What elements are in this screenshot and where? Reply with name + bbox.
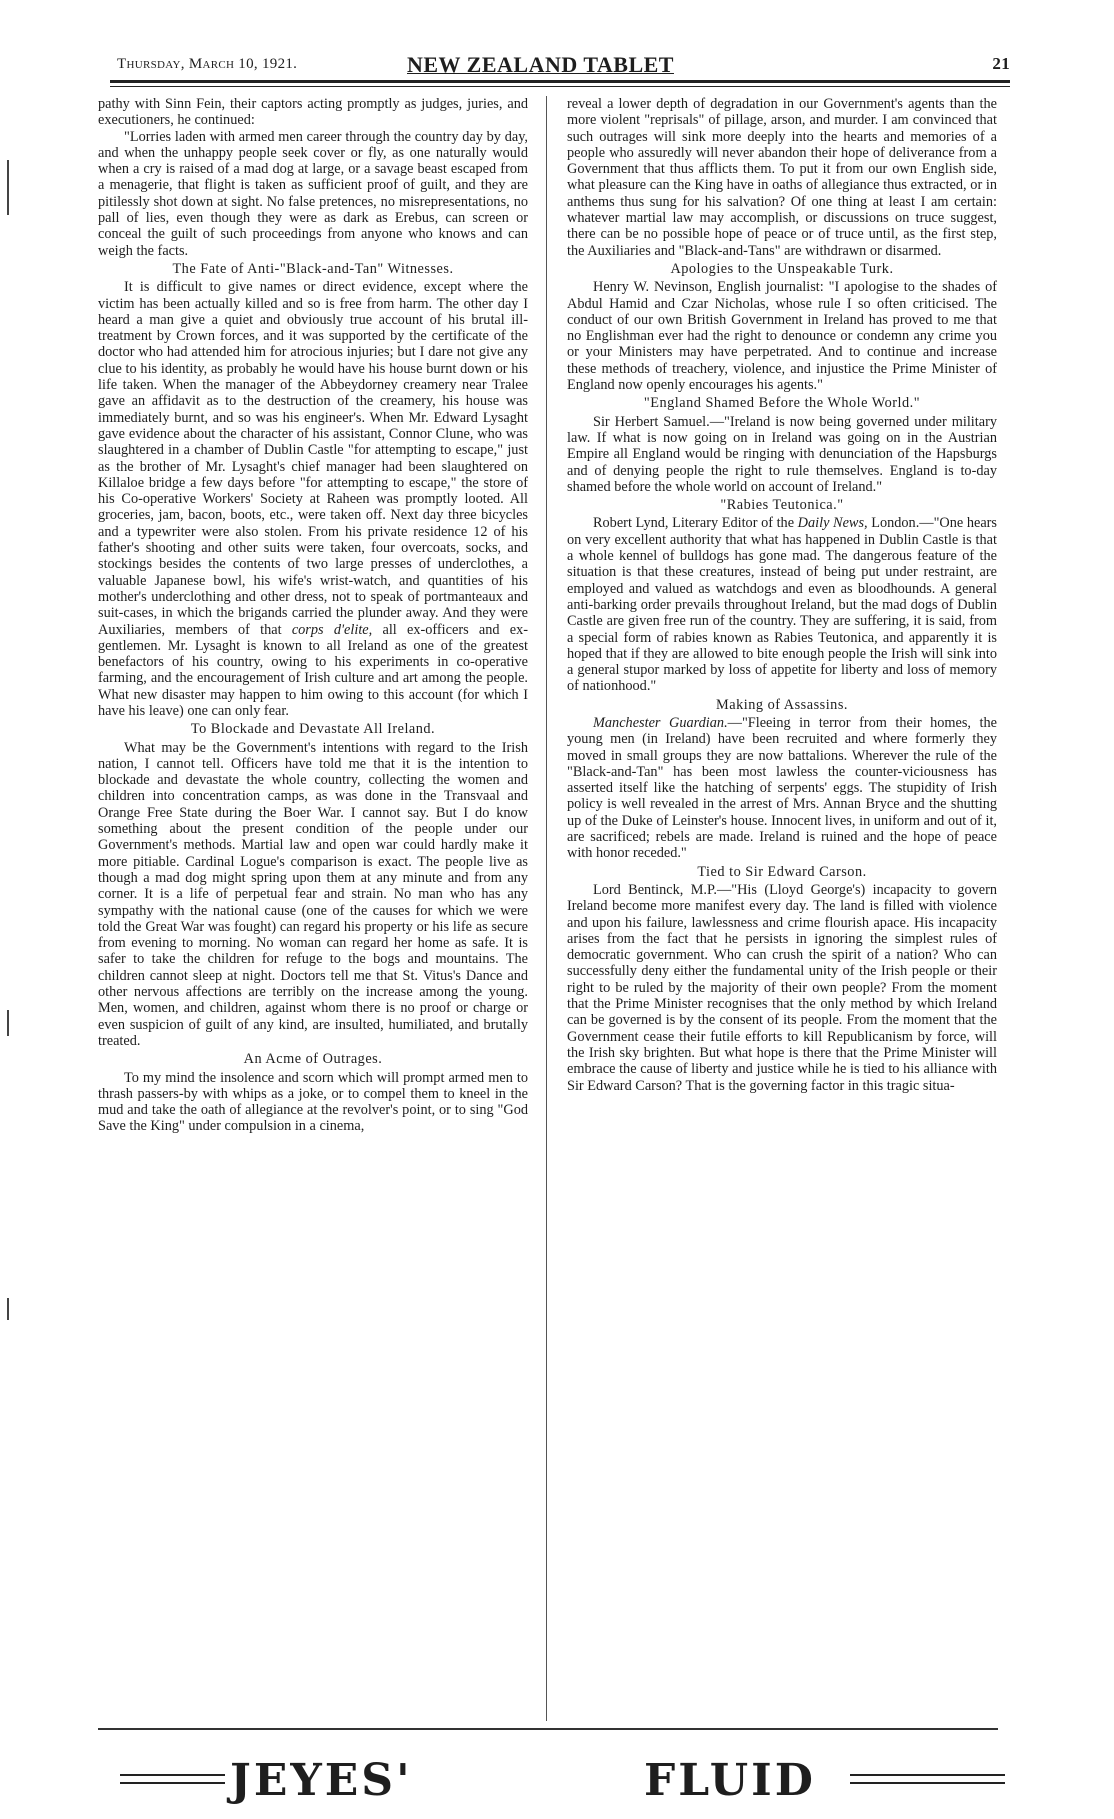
paragraph: pathy with Sinn Fein, their captors acting promptly as judges, juries, and executioners, he continued: xyxy=(98,96,528,129)
page-number: 21 xyxy=(992,54,1010,73)
advertisement-banner xyxy=(120,1755,1010,1806)
paragraph: It is difficult to give names or direct evidence, except where the victim has been actually killed and so is free from harm. The other day I heard a man give a quiet and obviously true account of his brutal ill-treatment by Crown forces, and it was supported by the certificate of the doctor who had attended him for atrocious injuries; but I dare not give any clue to his identity, as probably he would have his house burnt down or his life taken. When the manager of the Abbeydorney creamery near Tralee gave an affidavit as to the destruction of the creamery, his house was immediately burnt, and so was his engineer's. When Mr. Edward Lysaght gave evidence about the character of his assistant, Connor Clune, who was slaughtered in a chamber of Dublin Castle "for attempting to escape," just as the brother of Mr. Lysaght's chief manager had been slaughtered on Killaloe bridge a few days before "for attempting to escape," the store of his Co-operative Workers' Society at Raheen was promptly looted. All groceries, jam, bacon, boots, etc., were taken off. Next day three bicycles and a typewriter were also stolen. From his private residence 12 of his father's shooting and other suits were taken, four overcoats, socks, and stockings besides the contents of two large presses of underclothes, a valuable Japanese bowl, his wife's wrist-watch, and quantities of his mother's underclothing and other dress, not to speak of portmanteaux and suit-cases, in which the brigands carried the plunder away. And they were Auxiliaries, members of that corps d'elite, all ex-officers and ex-gentlemen. Mr. Lysaght is known to all Ireland as one of the greatest benefactors of his country, owing to his experiments in co-operative farming, and the encouragement of Irish culture and art among the people. What new disaster may happen to him owing to this account (for which I have his leave) one can only fear. xyxy=(98,279,528,719)
subheading: Apologies to the Unspeakable Turk. xyxy=(670,260,894,277)
subheading: To Blockade and Devastate All Ireland. xyxy=(190,721,436,738)
paragraph: Henry W. Nevinson, English journalist: "I apologise to the shades of Abdul Hamid and Czar Nicholas, whose rule I so often criticised. The conduct of our own British Government in Ireland has proved to me that no Englishman ever had the right to denounce or condemn any crime you or your Ministers may have perpetrated. And to continue and increase these methods of treachery, violence, and injustice the Prime Minister of England now openly encourages his agents." xyxy=(567,279,997,394)
paragraph: Robert Lynd, Literary Editor of the Daily News, London.—"One hears on very excellent authority that what has happened in Dublin Castle is that a whole kennel of bulldogs has gone mad. The dangerous feature of the situation is that these creatures, instead of being put under restraint, are employed and valued as watchdogs and even as bloodhounds. A general anti-barking order prevails throughout Ireland, but the mad dogs of Dublin Castle are given free run of the country. They are suffering, it is said, from a special form of rabies known as Rabies Teutonica, and apparently it is hoped that if they are allowed to bite enough people the Irish will sink into a general stupor marked by loss of appetite for liberty and loss of memory of nationhood." xyxy=(567,515,997,695)
paragraph: "Lorries laden with armed men career through the country day by day, and when the unhappy people seek cover or fly, as one naturally would when a cry is raised of a mad dog at large, or a savage beast escaped from a menagerie, that flight is taken as sufficient proof of guilt, and they are pitilessly shot down at sight. No false pretences, no misrepresentations, no pall of lies, even though they were as dark as Erebus, can screen or conceal the guilt of such proceedings from anyone who knows and can weigh the facts. xyxy=(98,128,528,259)
header-rule xyxy=(110,80,1010,87)
subheading: Making of Assassins. xyxy=(716,696,848,713)
subheading: "Rabies Teutonica." xyxy=(720,497,844,514)
left-column xyxy=(98,96,528,1724)
ad-word-fluid: FLUID xyxy=(644,1755,816,1806)
italic-phrase: Manchester Guardian. xyxy=(593,714,728,731)
subheading: An Acme of Outrages. xyxy=(243,1051,383,1068)
page-header xyxy=(117,52,1010,76)
newspaper-title: NEW ZEALAND TABLET xyxy=(407,52,674,77)
paragraph: To my mind the insolence and scorn which will prompt armed men to thrash passers-by with whips as a joke, or to compel them to kneel in the mud and take the oath of allegiance at the revolver's point, or to sing "God Save the King" under compulsion in a cinema, xyxy=(98,1069,528,1135)
paragraph: Sir Herbert Samuel.—"Ireland is now being governed under military law. If what is now going on in Ireland was going on in the Austrian Empire all England would be ringing with denunciation of the Hapsburgs and of denying people the right to rule themselves. England is to-day shamed before the whole world on account of Ireland." xyxy=(567,413,997,495)
right-column xyxy=(567,96,997,1724)
paragraph: What may be the Government's intentions with regard to the Irish nation, I cannot tell. Officers have told me that it is the intention to blockade and devastate the whole country, collecting the women and children into concentration camps, as was done in the Transvaal and Orange Free State during the Boer War. I cannot say. But I do know something about the present condition of the people under our Government's methods. Martial law and open war could hardly make it more pitiable. Cardinal Logue's comparison is exact. The people live as though a mad dog might spring upon them at any minute and from any corner. It is a life of perpetual fear and strain. No man who has any sympathy with the national cause (one of the causes for which we were told the Great War was fought) can regard his property or his life as secure from evening to morning. No woman can regard her home as safe. It is safer to take the children for refuge to the bogs and mountains. The children cannot sleep at night. Doctors tell me that St. Vitus's Dance and other nervous affections are terribly on the increase among the young. Men, women, and children, against whom there is no proof or charge or even suspicion of guilt of any kind, are insulted, humiliated, and brutally treated. xyxy=(98,739,528,1049)
paragraph: reveal a lower depth of degradation in our Government's agents than the more violent "reprisals" of pillage, arson, and murder. I am convinced that such outrages will sink more deeply into the hearts and memories of a people who assuredly will never abandon their hope of deliverance from a Government that thus afflicts them. To put it from our own English side, what pleasure can the King have in oaths of allegiance thus extracted, or in anthems thus sung for his salvation? Of one thing at least I am certain: whatever martial law may accomplish, or discussions on truce suggest, there can be no possible hope of peace or of truce until, as the first step, the Auxiliaries and "Black-and-Tans" are withdrawn or disarmed. xyxy=(567,96,997,259)
italic-phrase: corps d'elite, xyxy=(291,621,373,638)
italic-phrase: Daily News, xyxy=(797,515,868,532)
ad-rule xyxy=(850,1774,1005,1776)
paragraph: Manchester Guardian.—"Fleeing in terror from their homes, the young men (in Ireland) have been recruited and where formerly they moved in small groups they are now battalions. Wherever the rule of the "Black-and-Tan" has been most lawless the counter-viciousness has asserted itself like the hatching of serpents' eggs. The stupidity of Irish policy is well revealed in the arrest of Mrs. Annan Bryce and the shutting up of the Duke of Leinster's house. Innocent lives, in uniform and out of it, are sacrificed; rebels are made. Ireland is ruined and the hope of peace with honor receded." xyxy=(567,714,997,862)
ad-rule xyxy=(120,1774,225,1776)
column-divider xyxy=(546,96,547,1721)
subheading: Tied to Sir Edward Carson. xyxy=(697,863,867,880)
ad-rule xyxy=(850,1782,1005,1784)
footer-rule xyxy=(98,1728,998,1730)
margin-mark xyxy=(7,160,9,215)
paragraph: Lord Bentinck, M.P.—"His (Lloyd George's) incapacity to govern Ireland become more manifest every day. The land is filled with violence and upon his failure, lawlessness and crime flourish apace. His incapacity arises from the fact that he persists in ignoring the simplest rules of democratic government. Who can crush the spirit of a nation? Who can successfully deny either the fundamental unity of the Irish people or their right to be ruled by the majority of their own people? From the moment that the Prime Minister recognises that the only method by which Ireland can be governed is by the consent of its people. From the moment that the Government cease their futile efforts to kill Republicanism by force, will the Irish sky brighten. But what hope is there that the Prime Minister will embrace the cause of liberty and justice while he is tied to his alliance with Sir Edward Carson? That is the governing factor in this tragic situa- xyxy=(567,881,997,1094)
subheading: The Fate of Anti-"Black-and-Tan" Witnesses. xyxy=(172,260,454,277)
ad-rule xyxy=(120,1782,225,1784)
margin-mark xyxy=(7,1298,9,1320)
ad-word-jeyes: JEYES' xyxy=(230,1755,413,1806)
issue-date: Thursday, March 10, 1921. xyxy=(117,56,298,72)
subheading: "England Shamed Before the Whole World." xyxy=(643,395,921,412)
margin-mark xyxy=(7,1010,9,1036)
